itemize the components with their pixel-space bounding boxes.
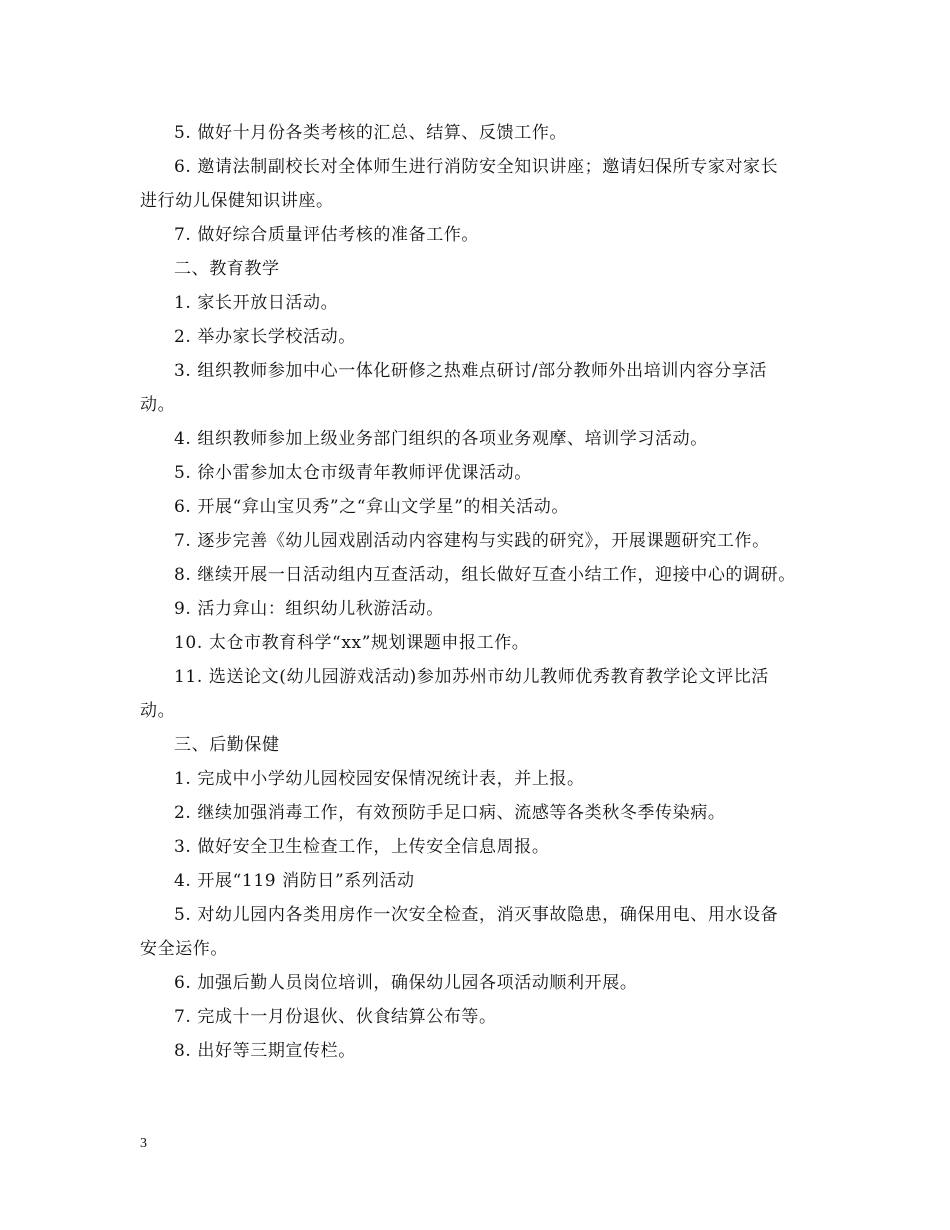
text-line: 1. 家长开放日活动。: [174, 293, 339, 313]
text-line: 8. 出好等三期宣传栏。: [174, 1041, 356, 1061]
text-line: 5. 徐小雷参加太仓市级青年教师评优课活动。: [174, 463, 532, 483]
text-line: 6. 加强后勤人员岗位培训，确保幼儿园各项活动顺利开展。: [174, 973, 638, 993]
text-line: 5. 对幼儿园内各类用房作一次安全检查，消灭事故隐患，确保用电、用水设备: [174, 905, 779, 925]
text-line: 安全运作。: [140, 939, 228, 959]
text-line: 进行幼儿保健知识讲座。: [140, 191, 334, 211]
page-number: 3: [140, 1136, 147, 1151]
text-line: 3. 组织教师参加中心一体化研修之热难点研讨/部分教师外出培训内容分享活: [174, 361, 767, 381]
text-line: 8. 继续开展一日活动组内互查活动，组长做好互查小结工作，迎接中心的调研。: [174, 565, 796, 585]
text-line: 二、教育教学: [174, 259, 280, 279]
text-line: 10. 太仓市教育科学“xx”规划课题申报工作。: [174, 633, 530, 653]
text-line: 4. 开展“119 消防日”系列活动: [174, 871, 415, 891]
text-line: 5. 做好十月份各类考核的汇总、结算、反馈工作。: [174, 123, 568, 143]
text-line: 7. 做好综合质量评估考核的准备工作。: [174, 225, 480, 245]
document-body: [140, 116, 820, 1068]
text-line: 动。: [140, 395, 176, 415]
text-line: 6. 开展“弇山宝贝秀”之“弇山文学星”的相关活动。: [174, 497, 569, 517]
text-line: 动。: [140, 701, 176, 721]
text-line: 2. 继续加强消毒工作，有效预防手足口病、流感等各类秋冬季传染病。: [174, 803, 726, 823]
text-line: 7. 完成十一月份退伙、伙食结算公布等。: [174, 1007, 497, 1027]
text-line: 2. 举办家长学校活动。: [174, 327, 356, 347]
text-line: 7. 逐步完善《幼儿园戏剧活动内容建构与实践的研究》，开展课题研究工作。: [174, 531, 770, 551]
text-line: 3. 做好安全卫生检查工作，上传安全信息周报。: [174, 837, 550, 857]
text-line: 11. 选送论文(幼儿园游戏活动)参加苏州市幼儿教师优秀教育教学论文评比活: [174, 667, 769, 687]
text-line: 6. 邀请法制副校长对全体师生进行消防安全知识讲座；邀请妇保所专家对家长: [174, 157, 779, 177]
text-line: 三、后勤保健: [174, 735, 280, 755]
text-line: 4. 组织教师参加上级业务部门组织的各项业务观摩、培训学习活动。: [174, 429, 708, 449]
text-line: 9. 活力弇山：组织幼儿秋游活动。: [174, 599, 444, 619]
text-line: 1. 完成中小学幼儿园校园安保情况统计表，并上报。: [174, 769, 585, 789]
